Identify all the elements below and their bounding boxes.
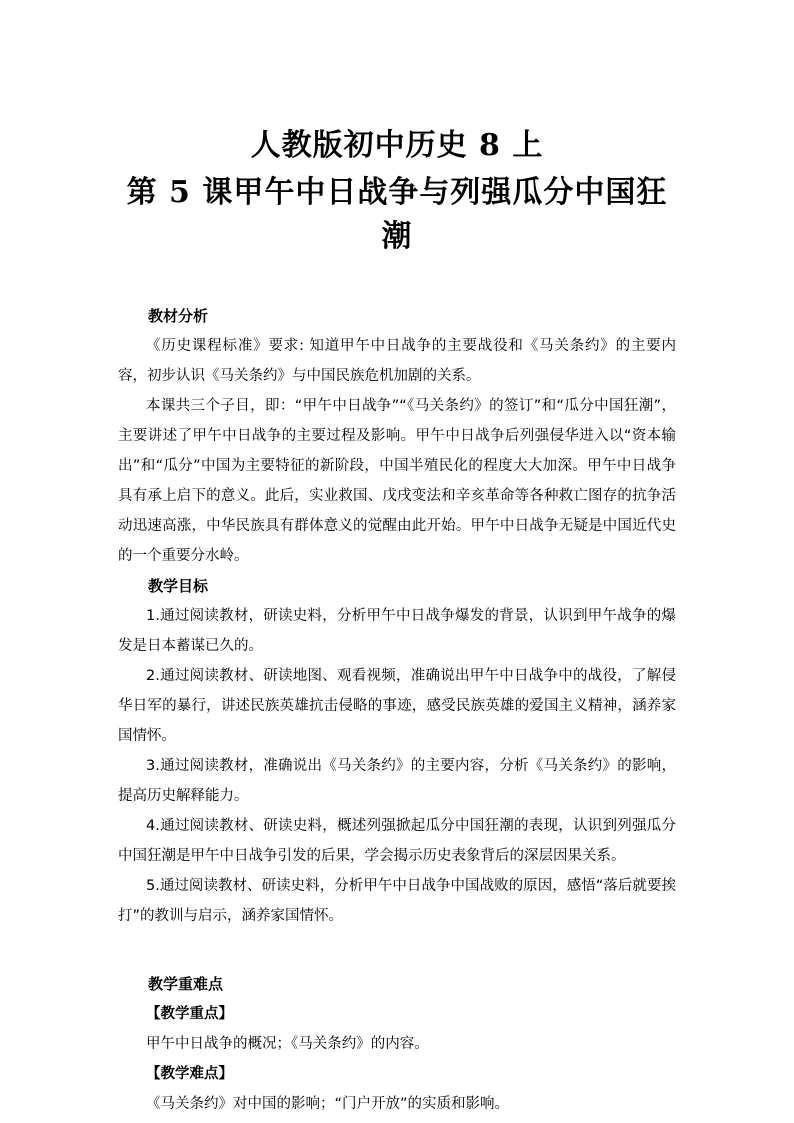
goal-item: 1.通过阅读教材，研读史料，分析甲午中日战争爆发的背景，认识到甲午战争的爆发是日本蓄谋已久的。 [118, 608, 676, 654]
goal-item: 5.通过阅读教材、研读史料，分析甲午中日战争中国战败的原因，感悟“落后就要挨打”的教训与启示，涵养家国情怀。 [118, 878, 676, 924]
difficulty-label: 【教学难点】 [146, 1066, 233, 1082]
focus-text: 甲午中日战争的概况；《马关条约》的内容。 [146, 1036, 429, 1052]
analysis-paragraph: 本课共三个子目，即：“甲午中日战争”“《马关条约》的签订”和“瓜分中国狂潮”，主要讲述了甲午中日战争的主要过程及影响。甲午中日战争后列强侵华进入以“资本输出”和“瓜分”中国为主要特征的新阶段，中国半殖民化的程度大大加深。甲午中日战争具有承上启下的意义。此后，实业救国、戊戌变法和辛亥革命等各种救亡图存的抗争活动迅速高涨，中华民族具有群体意义的觉醒由此开始。甲午中日战争无疑是中国近代史的一个重要分水岭。 [118, 398, 676, 564]
goal-item: 4.通过阅读教材、研读史料，概述列强掀起瓜分中国狂潮的表现，认识到列强瓜分中国狂潮是甲午中日战争引发的后果，学会揭示历史表象背后的深层因果关系。 [118, 818, 676, 864]
section-analysis [118, 301, 676, 571]
difficulty-text: 《马关条约》对中国的影响；“门户开放”的实质和影响。 [146, 1096, 510, 1112]
section-goals [118, 571, 676, 931]
document-title-line2: 第 5 课甲午中日战争与列强瓜分中国狂潮 [126, 175, 668, 254]
goal-item: 3.通过阅读教材，准确说出《马关条约》的主要内容，分析《马关条约》的影响，提高历史解释能力。 [118, 758, 676, 804]
section-keypoints [118, 969, 676, 1119]
focus-label: 【教学重点】 [146, 1006, 233, 1022]
document-title-line1: 人教版初中历史 8 上 [250, 128, 544, 163]
section-heading-analysis: 教材分析 [148, 307, 209, 325]
analysis-paragraph: 《历史课程标准》要求: 知道甲午中日战争的主要战役和《马关条约》的主要内容，初步认识《马关条约》与中国民族危机加剧的关系。 [118, 338, 676, 384]
goal-item: 2.通过阅读教材、研读地图、观看视频，准确说出甲午中日战争中的战役，了解侵华日军的暴行，讲述民族英雄抗击侵略的事迹，感受民族英雄的爱国主义精神，涵养家国情怀。 [118, 668, 676, 744]
section-heading-goals: 教学目标 [148, 577, 209, 595]
section-heading-keypoints: 教学重难点 [148, 975, 224, 993]
